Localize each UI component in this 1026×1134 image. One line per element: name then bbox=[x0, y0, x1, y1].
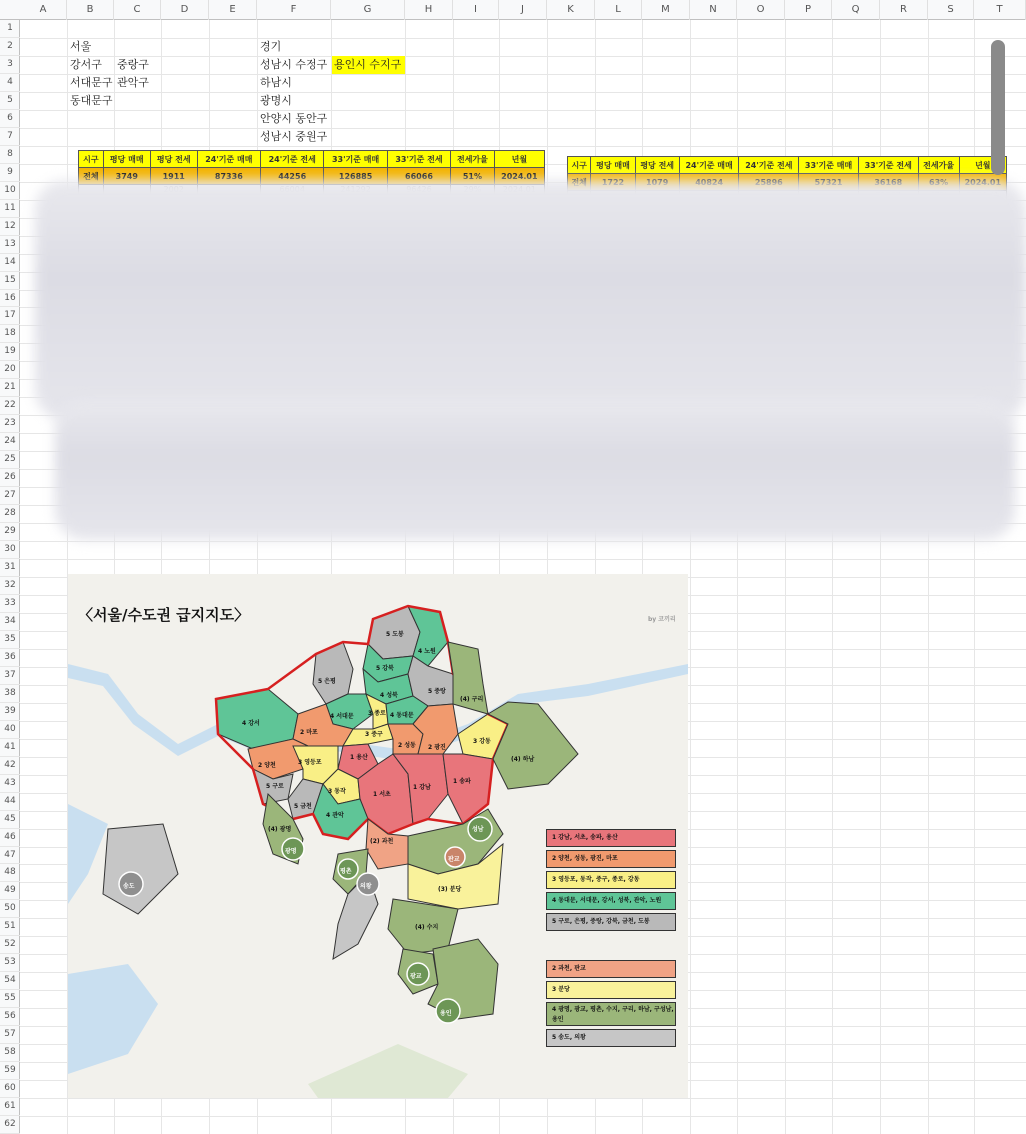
label-mapo: 2 마포 bbox=[300, 729, 318, 736]
table-header: 평당 매매 bbox=[103, 151, 150, 168]
row-header[interactable]: 24 bbox=[0, 433, 20, 451]
cell-f4[interactable]: 하남시 bbox=[260, 76, 292, 89]
label-gwacheon: (2) 과천 bbox=[370, 838, 394, 845]
column-header[interactable]: J bbox=[499, 0, 547, 20]
row-header[interactable]: 45 bbox=[0, 811, 20, 829]
row-header[interactable]: 19 bbox=[0, 343, 20, 361]
grid-hline bbox=[20, 38, 1026, 39]
cell-c4[interactable]: 관악구 bbox=[117, 76, 149, 89]
label-yongsan: 1 용산 bbox=[350, 754, 368, 761]
label-gwangmyeong: (4) 광명 bbox=[268, 826, 292, 833]
row-header[interactable]: 21 bbox=[0, 379, 20, 397]
label-gangnam: 1 강남 bbox=[413, 784, 431, 791]
label-dongdaemun: 4 동대문 bbox=[390, 712, 414, 719]
column-header[interactable]: P bbox=[785, 0, 832, 20]
table-header: 전세가율 bbox=[451, 151, 495, 168]
label-hanam: (4) 하남 bbox=[511, 756, 535, 763]
column-header[interactable]: Q bbox=[832, 0, 880, 20]
label-yeongdeungpo: 3 영등포 bbox=[298, 759, 322, 766]
row-header[interactable]: 47 bbox=[0, 847, 20, 865]
label-pangyo-badge: 판교 bbox=[448, 856, 460, 863]
label-songdo: 송도 bbox=[123, 883, 135, 890]
table-header-row bbox=[568, 157, 1007, 174]
label-bundang: (3) 분당 bbox=[438, 886, 462, 893]
cell-f6[interactable]: 안양시 동안구 bbox=[260, 112, 328, 125]
table-header: 평당 매매 bbox=[591, 157, 635, 174]
row-header[interactable]: 35 bbox=[0, 631, 20, 649]
cell-g3[interactable]: 용인시 수지구 bbox=[332, 56, 405, 74]
row-header[interactable]: 51 bbox=[0, 918, 20, 936]
row-header[interactable]: 49 bbox=[0, 882, 20, 900]
row-header[interactable]: 34 bbox=[0, 613, 20, 631]
blurred-region bbox=[55, 400, 1015, 540]
label-pyeongchon: 평촌 bbox=[340, 868, 352, 875]
column-header[interactable]: I bbox=[453, 0, 499, 20]
label-gwangjin: 2 광진 bbox=[428, 744, 446, 751]
row-header[interactable]: 7 bbox=[0, 128, 20, 146]
table-cell: 126885 bbox=[324, 168, 387, 185]
column-header[interactable]: O bbox=[737, 0, 785, 20]
row-header[interactable]: 3 bbox=[0, 56, 20, 74]
row-header[interactable]: 27 bbox=[0, 487, 20, 505]
row-header[interactable]: 28 bbox=[0, 505, 20, 523]
column-header[interactable]: L bbox=[595, 0, 642, 20]
column-header[interactable]: D bbox=[161, 0, 209, 20]
row-header[interactable]: 9 bbox=[0, 164, 20, 182]
table-cell: 66066 bbox=[387, 168, 450, 185]
row-header[interactable]: 62 bbox=[0, 1116, 20, 1134]
row-header[interactable]: 43 bbox=[0, 775, 20, 793]
grid-hline bbox=[20, 559, 1026, 560]
row-header[interactable]: 2 bbox=[0, 38, 20, 56]
blurred-region bbox=[35, 180, 1026, 420]
label-gm-badge: 광명 bbox=[285, 848, 297, 855]
row-header[interactable]: 38 bbox=[0, 685, 20, 703]
cell-f2[interactable]: 경기 bbox=[260, 40, 282, 53]
row-header[interactable]: 46 bbox=[0, 829, 20, 847]
table-header: 년월 bbox=[959, 157, 1006, 174]
row-header[interactable]: 11 bbox=[0, 200, 20, 218]
label-seongbuk: 4 성북 bbox=[380, 692, 398, 699]
label-suji: (4) 수지 bbox=[415, 924, 439, 931]
row-header[interactable]: 40 bbox=[0, 721, 20, 739]
row-header[interactable]: 8 bbox=[0, 146, 20, 164]
label-gangdong: 3 강동 bbox=[473, 738, 491, 745]
table-header: 33'기준 전세 bbox=[387, 151, 450, 168]
area-songdo bbox=[103, 824, 178, 914]
row-header[interactable]: 26 bbox=[0, 469, 20, 487]
label-geumcheon: 5 금천 bbox=[294, 803, 312, 810]
table-cell: 87336 bbox=[197, 168, 260, 185]
column-header[interactable]: M bbox=[642, 0, 690, 20]
row-header[interactable]: 4 bbox=[0, 74, 20, 92]
legend-tier5-gyeonggi: 5 송도, 의왕 bbox=[546, 1029, 676, 1047]
table-header: 시구 bbox=[568, 157, 591, 174]
legend-tier3-gyeonggi: 3 분당 bbox=[546, 981, 676, 999]
row-header[interactable]: 53 bbox=[0, 954, 20, 972]
row-header[interactable]: 36 bbox=[0, 649, 20, 667]
column-header[interactable]: T bbox=[974, 0, 1026, 20]
column-header[interactable]: B bbox=[67, 0, 114, 20]
row-header[interactable]: 1 bbox=[0, 20, 20, 38]
label-yangcheon: 2 양천 bbox=[258, 762, 276, 769]
row-header[interactable]: 25 bbox=[0, 451, 20, 469]
cell-b5[interactable]: 동대문구 bbox=[70, 94, 113, 107]
table-header-row bbox=[79, 151, 545, 168]
row-header[interactable]: 16 bbox=[0, 290, 20, 308]
column-header[interactable]: F bbox=[257, 0, 331, 20]
legend-tier2-seoul: 2 양천, 성동, 광진, 마포 bbox=[546, 850, 676, 868]
sea-area bbox=[68, 964, 158, 1074]
row-header[interactable]: 10 bbox=[0, 182, 20, 200]
row-header[interactable]: 22 bbox=[0, 397, 20, 415]
label-nowon: 4 노원 bbox=[418, 648, 436, 655]
row-header[interactable]: 5 bbox=[0, 92, 20, 110]
label-gwanggyo: 광교 bbox=[410, 973, 422, 980]
map-title: 〈서울/수도권 급지지도〉 bbox=[78, 606, 250, 624]
table-cell: 44256 bbox=[261, 168, 324, 185]
table-header: 평당 전세 bbox=[635, 157, 679, 174]
row-header[interactable]: 15 bbox=[0, 272, 20, 290]
legend-tier4-gyeonggi: 4 광명, 광교, 평촌, 수지, 구리, 하남, 구성남, 용인 bbox=[546, 1002, 676, 1026]
label-jungnang: 5 중랑 bbox=[428, 688, 446, 695]
row-header[interactable]: 18 bbox=[0, 325, 20, 343]
cell-f3[interactable]: 성남시 수정구 bbox=[260, 58, 328, 71]
row-header[interactable]: 12 bbox=[0, 218, 20, 236]
column-header-bar bbox=[0, 0, 1026, 20]
row-header[interactable]: 42 bbox=[0, 757, 20, 775]
column-header[interactable]: S bbox=[928, 0, 974, 20]
row-header[interactable]: 50 bbox=[0, 900, 20, 918]
row-header[interactable]: 29 bbox=[0, 523, 20, 541]
table-cell: 1911 bbox=[150, 168, 197, 185]
metro-tier-map bbox=[68, 574, 688, 1098]
label-songpa: 1 송파 bbox=[453, 778, 471, 785]
grid-hline bbox=[20, 1098, 1026, 1099]
row-header[interactable]: 17 bbox=[0, 307, 20, 325]
grid-hline bbox=[20, 92, 1026, 93]
table-header: 33'기준 매매 bbox=[799, 157, 859, 174]
column-header[interactable]: A bbox=[20, 0, 67, 20]
column-header[interactable]: G bbox=[331, 0, 405, 20]
grid-hline bbox=[20, 56, 1026, 57]
area-hanam bbox=[488, 702, 578, 789]
label-uiwang: 의왕 bbox=[360, 883, 372, 890]
label-dobong: 5 도봉 bbox=[386, 631, 404, 638]
row-header[interactable]: 32 bbox=[0, 577, 20, 595]
column-header[interactable]: R bbox=[880, 0, 928, 20]
label-guro: 5 구로 bbox=[266, 783, 284, 790]
table-header: 24'기준 매매 bbox=[197, 151, 260, 168]
land-area bbox=[308, 1044, 468, 1098]
cell-b4[interactable]: 서대문구 bbox=[70, 76, 113, 89]
row-header[interactable]: 59 bbox=[0, 1062, 20, 1080]
label-yongin: 용인 bbox=[440, 1010, 452, 1017]
row-header[interactable]: 61 bbox=[0, 1098, 20, 1116]
label-seongnam: 성남 bbox=[472, 826, 484, 833]
column-header[interactable]: C bbox=[114, 0, 161, 20]
column-header[interactable]: N bbox=[690, 0, 737, 20]
row-header[interactable]: 37 bbox=[0, 667, 20, 685]
grid-hline bbox=[20, 74, 1026, 75]
column-header[interactable]: E bbox=[209, 0, 257, 20]
row-header[interactable]: 55 bbox=[0, 990, 20, 1008]
row-header[interactable]: 39 bbox=[0, 703, 20, 721]
grid-hline bbox=[20, 541, 1026, 542]
table-cell: 3749 bbox=[103, 168, 150, 185]
row-header[interactable]: 23 bbox=[0, 415, 20, 433]
cell-b3[interactable]: 강서구 bbox=[70, 58, 102, 71]
row-header[interactable]: 58 bbox=[0, 1044, 20, 1062]
row-header[interactable]: 33 bbox=[0, 595, 20, 613]
table-header: 시구 bbox=[79, 151, 104, 168]
row-header[interactable]: 13 bbox=[0, 236, 20, 254]
legend-tier4-seoul: 4 동대문, 서대문, 강서, 성북, 관악, 노원 bbox=[546, 892, 676, 910]
table-header: 33'기준 전세 bbox=[858, 157, 918, 174]
vertical-scrollbar-thumb[interactable] bbox=[991, 40, 1005, 175]
legend-tier2-gyeonggi: 2 과천, 판교 bbox=[546, 960, 676, 978]
label-seodaemun: 4 서대문 bbox=[330, 713, 354, 720]
table-header: 년월 bbox=[494, 151, 544, 168]
label-jongno: 3 종로 bbox=[368, 710, 386, 717]
cell-c3[interactable]: 중랑구 bbox=[117, 58, 149, 71]
row-header[interactable]: 14 bbox=[0, 254, 20, 272]
legend-tier5-seoul: 5 구로, 은평, 중랑, 강북, 금천, 도봉 bbox=[546, 913, 676, 931]
label-gangseo: 4 강서 bbox=[242, 720, 260, 727]
row-header[interactable]: 6 bbox=[0, 110, 20, 128]
label-dongjak: 3 동작 bbox=[328, 788, 346, 795]
row-header[interactable]: 31 bbox=[0, 559, 20, 577]
cell-b2[interactable]: 서울 bbox=[70, 40, 92, 53]
label-junggu: 3 중구 bbox=[365, 731, 383, 738]
row-header[interactable]: 52 bbox=[0, 936, 20, 954]
row-header[interactable]: 60 bbox=[0, 1080, 20, 1098]
grid-hline bbox=[20, 110, 1026, 111]
label-eunpyeong: 5 은평 bbox=[318, 678, 336, 685]
label-seongdong: 2 성동 bbox=[398, 742, 416, 749]
label-gangbuk: 5 강북 bbox=[376, 665, 394, 672]
row-header-bar bbox=[0, 20, 20, 1134]
grid-hline bbox=[20, 1116, 1026, 1117]
table-header: 24'기준 전세 bbox=[261, 151, 324, 168]
row-header[interactable]: 48 bbox=[0, 864, 20, 882]
legend-tier3-seoul: 3 영등포, 동작, 중구, 종로, 강동 bbox=[546, 871, 676, 889]
cell-f5[interactable]: 광명시 bbox=[260, 94, 292, 107]
table-header: 평당 전세 bbox=[150, 151, 197, 168]
table-header: 전세가율 bbox=[918, 157, 959, 174]
cell-f7[interactable]: 성남시 중원구 bbox=[260, 130, 328, 143]
table-header: 24'기준 매매 bbox=[679, 157, 739, 174]
column-header[interactable]: H bbox=[405, 0, 453, 20]
table-cell: 전체 bbox=[79, 168, 104, 185]
row-header[interactable]: 41 bbox=[0, 739, 20, 757]
label-guri: (4) 구리 bbox=[460, 696, 484, 703]
area-guri bbox=[448, 642, 488, 714]
table-cell: 51% bbox=[451, 168, 495, 185]
map-watermark: by 코끼리 bbox=[648, 616, 676, 623]
sea-area bbox=[68, 804, 108, 904]
row-header[interactable]: 20 bbox=[0, 361, 20, 379]
grid-hline bbox=[20, 128, 1026, 129]
row-header[interactable]: 44 bbox=[0, 793, 20, 811]
row-header[interactable]: 57 bbox=[0, 1026, 20, 1044]
table-header: 24'기준 전세 bbox=[739, 157, 799, 174]
label-gwanak: 4 관악 bbox=[326, 812, 344, 819]
column-header[interactable]: K bbox=[547, 0, 595, 20]
row-header[interactable]: 30 bbox=[0, 541, 20, 559]
table-header: 33'기준 매매 bbox=[324, 151, 387, 168]
row-header[interactable]: 54 bbox=[0, 972, 20, 990]
row-header[interactable]: 56 bbox=[0, 1008, 20, 1026]
legend-tier1-seoul: 1 강남, 서초, 송파, 용산 bbox=[546, 829, 676, 847]
table-cell: 2024.01 bbox=[494, 168, 544, 185]
grid-hline bbox=[20, 146, 1026, 147]
label-seocho: 1 서초 bbox=[373, 791, 391, 798]
